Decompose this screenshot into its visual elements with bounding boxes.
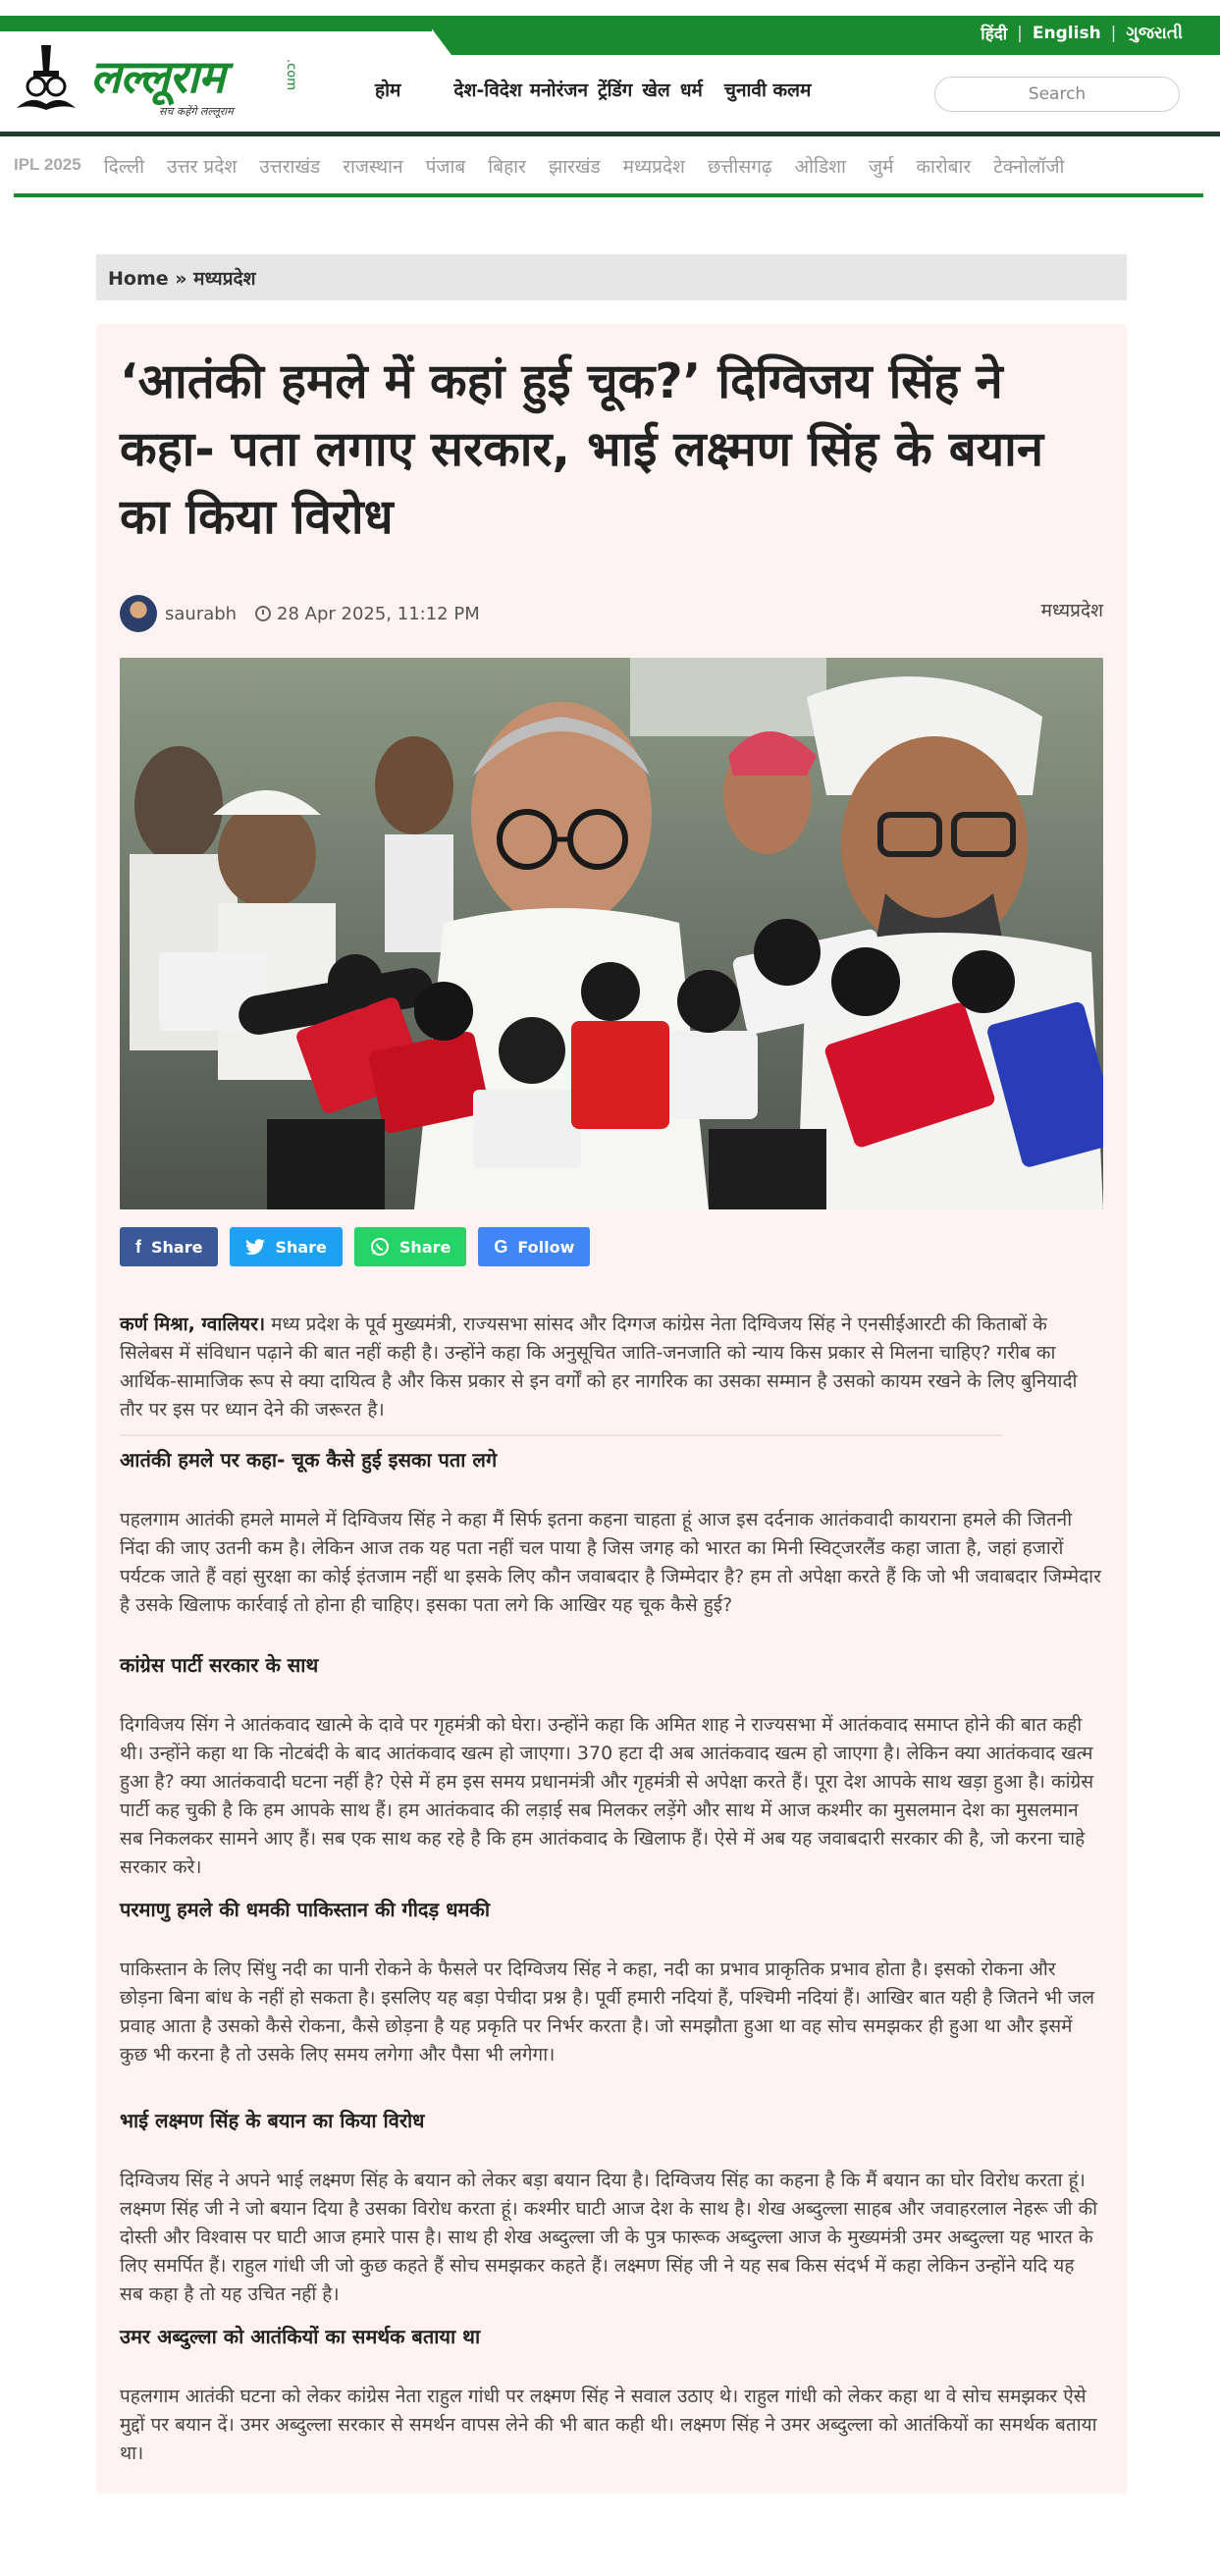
category-technology[interactable]: टेक्नोलॉजी [993, 156, 1065, 178]
section-heading: आतंकी हमले पर कहा- चूक कैसे हुई इसका पता लगे [120, 1448, 498, 1472]
category-bihar[interactable]: बिहार [488, 156, 526, 178]
section-paragraph: पाकिस्तान के लिए सिंधु नदी का पानी रोकने के फैसले पर दिग्विजय सिंह ने कहा, नदी का प्रभाव प्राकृतिक प्रभाव होता है। इसको रोकना और छोड़ना बिना बांध के नहीं हो सकता है। इसलिए यह बड़ा पेचीदा प्रश्न है। पूर्वी हमारी नदियां हैं, पश्चिमी नदियां हैं। आखिर बात यही है जितने भी जल प्रवाह आता है उसको कैसे रोकना, कैसे छोड़ना है यह प्रकृति पर निर्भर करता है। जो समझौता हुआ था वह सोच समझकर ही हुआ था और इसमें कुछ भी करना है तो उसके लिए समय लगेगा और पैसा भी लगेगा। [120, 1959, 1095, 2066]
lang-separator: | [1110, 23, 1117, 43]
twitter-icon [245, 1239, 265, 1255]
category-uttarakhand[interactable]: उत्तराखंड [259, 156, 321, 178]
facebook-share-button[interactable] [120, 1227, 218, 1266]
logo-face-icon [12, 43, 80, 122]
facebook-icon: f [135, 1236, 141, 1257]
hero-photo [120, 658, 1103, 1209]
article-card [96, 324, 1127, 2494]
google-news-follow-button[interactable] [478, 1227, 590, 1266]
twitter-share-button[interactable] [230, 1227, 342, 1266]
category-crime[interactable]: जुर्म [868, 156, 894, 178]
lang-english[interactable]: English [1032, 23, 1101, 43]
google-icon: G [494, 1236, 508, 1257]
body-divider [120, 1434, 1003, 1436]
site-logo[interactable] [12, 43, 316, 132]
nav-chunavi-kalam[interactable]: चुनावी कलम [723, 80, 812, 101]
category-delhi[interactable]: दिल्ली [103, 156, 145, 178]
section-heading: भाई लक्ष्मण सिंह के बयान का किया विरोध [120, 2109, 425, 2132]
category-chhattisgarh[interactable]: छत्तीसगढ़ [707, 156, 772, 178]
clock-icon [255, 606, 271, 621]
breadcrumb-current[interactable]: मध्यप्रदेश [193, 268, 256, 290]
share-buttons [120, 1227, 590, 1266]
nav-khel[interactable]: खेल [642, 80, 670, 101]
category-madhya-pradesh[interactable]: मध्यप्रदेश [622, 156, 685, 178]
category-odisha[interactable]: ओडिशा [794, 156, 846, 178]
header-green-strip [0, 16, 432, 31]
category-business[interactable]: कारोबार [916, 156, 972, 178]
logo-tagline: सच कहेंगे लल्लूराम [159, 105, 234, 118]
twitter-share-label: Share [275, 1237, 327, 1257]
facebook-share-label: Share [151, 1237, 203, 1257]
lead-paragraph [120, 1311, 1103, 1424]
nav-dharm[interactable]: धर्म [679, 80, 703, 101]
author-name[interactable]: saurabh [165, 604, 238, 624]
main-nav [375, 77, 811, 102]
publish-date: 28 Apr 2025, 11:12 PM [277, 604, 480, 624]
logo-dotcom: .com [284, 59, 298, 90]
lang-separator: | [1017, 23, 1023, 43]
article-category[interactable]: मध्यप्रदेश [1040, 600, 1103, 621]
search-input[interactable] [934, 77, 1180, 112]
article-body [120, 1311, 1103, 2468]
category-jharkhand[interactable]: झारखंड [548, 156, 601, 178]
breadcrumb-separator: » [175, 268, 187, 290]
category-ipl-2025[interactable]: IPL 2025 [14, 155, 81, 174]
press-crowd-illustration [120, 658, 1103, 1209]
language-links [981, 22, 1183, 44]
logo-wordmark: लल्लूराम [90, 50, 225, 103]
section-heading: परमाणु हमले की धमकी पाकिस्तान की गीदड़ धमकी [120, 1898, 490, 1921]
header-divider [0, 132, 1220, 136]
section-paragraph: पहलगाम आतंकी हमले मामले में दिग्विजय सिंह ने कहा मैं सिर्फ इतना कहना चाहता हूं आज इस दर्दनाक आतंकवादी कायराना हमले की जितनी निंदा की जाए उतनी कम है। लेकिन आज तक यह पता नहीं चल पाया है जिस जगह को भारत का मिनी स्विट्जरलैंड कहा जाता है, जहां हजारों पर्यटक जाते हैं वहां सुरक्षा का कोई इंतजाम नहीं था इसके लिए कौन जवाबदार है जिम्मेदार है? हम तो अपेक्षा करते हैं कि जो भी जवाबदार जिम्मेदार है उसके खिलाफ कार्रवाई तो होना ही चाहिए। इसका पता लगे कि आखिर यह चूक कैसे हुई? [120, 1509, 1101, 1616]
section-paragraph: दिग्विजय सिंह ने अपने भाई लक्ष्मण सिंह के बयान को लेकर बड़ा बयान दिया है। दिग्विजय सिंह का कहना है कि मैं बयान का घोर विरोध करता हूं। लक्ष्मण सिंह जी ने जो बयान दिया है उसका विरोध करता हूं। कश्मीर घाटी आज देश के साथ है। शेख अब्दुल्ला साहब और जवाहरलाल नेहरू जी की दोस्ती और विश्वास पर घाटी आज हमारे पास है। साथ ही शेख अब्दुल्ला जी के पुत्र फारूक अब्दुल्ला आज के मुख्यमंत्री उमर अब्दुल्ला यह भारत के लिए समर्पित हैं। राहुल गांधी जी जो कुछ कहते हैं सोच समझकर कहते हैं। लक्ष्मण सिंह जी ने यह सब किस संदर्भ में कहा लेकिन उन्होंने यदि यह सब कहा है तो यह उचित नहीं है। [120, 2170, 1098, 2305]
category-uttar-pradesh[interactable]: उत्तर प्रदेश [167, 156, 238, 178]
article-byline [120, 595, 1103, 634]
whatsapp-icon [370, 1237, 390, 1257]
lead-location: कर्ण मिश्रा, ग्वालियर। [120, 1314, 266, 1335]
section-heading: उमर अब्दुल्ला को आतंकियों का समर्थक बताया था [120, 2325, 481, 2348]
author-avatar[interactable] [120, 595, 157, 632]
whatsapp-share-button[interactable] [354, 1227, 466, 1266]
article-headline: ‘आतंकी हमले में कहां हुई चूक?’ दिग्विजय सिंह ने कहा- पता लगाए सरकार, भाई लक्ष्मण सिंह के बयान का किया विरोध [120, 353, 1044, 545]
breadcrumb [96, 254, 1127, 300]
nav-manoranjan[interactable]: मनोरंजन [529, 80, 589, 101]
category-rajasthan[interactable]: राजस्थान [343, 156, 403, 178]
section-paragraph: दिगविजय सिंग ने आतंकवाद खात्मे के दावे पर गृहमंत्री को घेरा। उन्होंने कहा कि अमित शाह ने राज्यसभा में आतंकवाद समाप्त होने की बात कही थी। उन्होंने कहा था कि नोटबंदी के बाद आतंकवाद खत्म हो जाएगा। 370 हटा दी अब आतंकवाद खत्म हो जाएगा है। लेकिन क्या आतंकवाद खत्म हुआ है? क्या आतंकवादी घटना नहीं है? ऐसे में हम इस समय प्रधानमंत्री और गृहमंत्री से अपेक्षा करते हैं। पूरा देश आपके साथ खड़ा हुआ है। कांग्रेस पार्टी कह चुकी है कि हम आपके साथ हैं। हम आतंकवाद की लड़ाई सब मिलकर लड़ेंगे और साथ में आज कश्मीर का मुसलमान देश का मुसलमान सब निकलकर सामने आए हैं। सब एक साथ कह रहे है कि हम आतंकवाद के खिलाफ हैं। ऐसे में अब यह जवाबदारी सरकार की है, जो करना चाहे सरकार करे। [120, 1714, 1094, 1878]
category-underline [14, 193, 1203, 197]
nav-home[interactable]: होम [375, 80, 401, 101]
site-header [0, 16, 1220, 137]
lang-hindi[interactable]: हिंदी [981, 25, 1008, 44]
lang-gujarati[interactable]: ગુજરાતી [1126, 23, 1183, 43]
top-strip [0, 0, 1220, 16]
section-paragraph: पहलगाम आतंकी घटना को लेकर कांग्रेस नेता राहुल गांधी पर लक्ष्मण सिंह ने सवाल उठाए थे। राहुल गांधी को लेकर कहा था वे सोच समझकर ऐसे मुद्दों पर बयान दें। उमर अब्दुल्ला सरकार से समर्थन वापस लेने की भी बात कही थी। लक्ष्मण सिंह ने उमर अब्दुल्ला को आतंकियों का समर्थक बताया था। [120, 2386, 1097, 2464]
category-nav [14, 153, 1211, 183]
breadcrumb-home[interactable]: Home [108, 268, 169, 290]
nav-desh-videsh[interactable]: देश-विदेश [453, 80, 522, 101]
whatsapp-share-label: Share [398, 1237, 451, 1257]
lead-text: मध्य प्रदेश के पूर्व मुख्यमंत्री, राज्यसभा सांसद और दिग्गज कांग्रेस नेता दिग्विजय सिंह ने एनसीईआरटी की किताबों के सिलेबस में संविधान पढ़ाने की बात नहीं कही है। उन्होंने कहा कि अनुसूचित जाति-जनजाति को न्याय किस प्रकार से मिलना चाहिए? गरीब का आर्थिक-सामाजिक रूप से क्या दायित्व है और किस प्रकार से इन वर्गों को हर नागरिक का उसका सम्मान है उसको कायम रखने के लिए बुनियादी तौर पर इस पर ध्यान देने की जरूरत है। [120, 1314, 1078, 1421]
google-follow-label: Follow [517, 1237, 575, 1257]
nav-trending[interactable]: ट्रेंडिंग [598, 80, 633, 101]
section-heading: कांग्रेस पार्टी सरकार के साथ [120, 1653, 319, 1677]
category-punjab[interactable]: पंजाब [425, 156, 466, 178]
